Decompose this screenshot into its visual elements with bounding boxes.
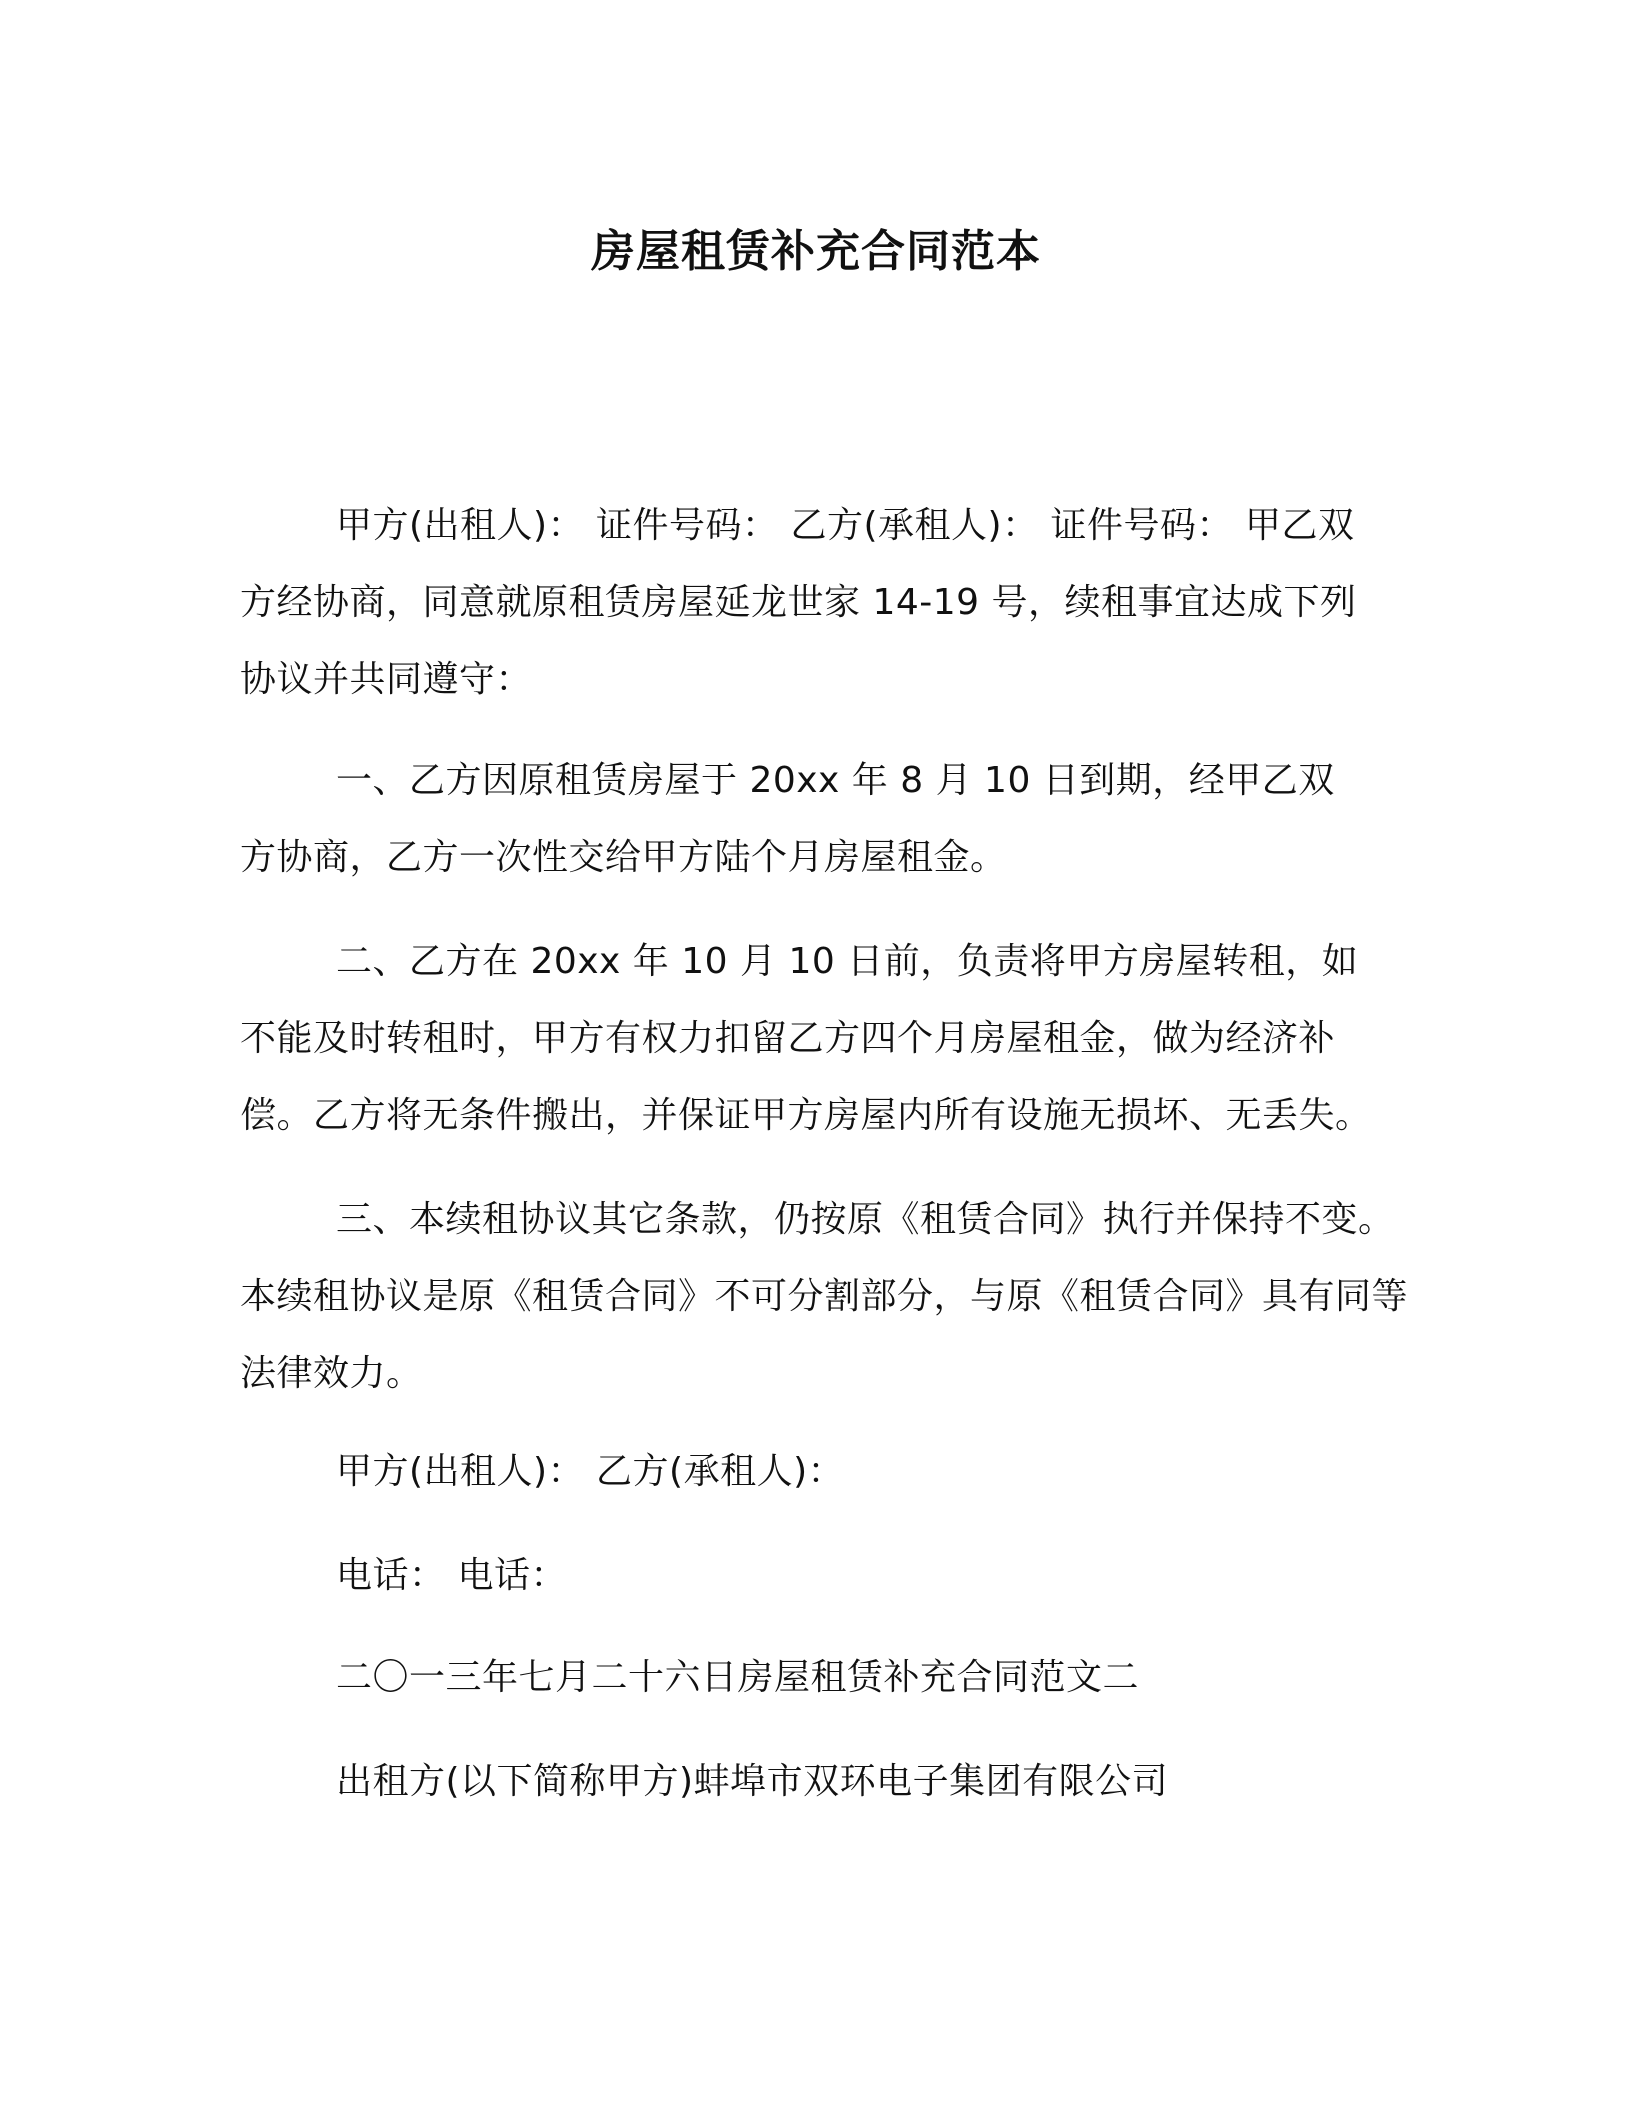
intro-paragraph: 甲方(出租人)： 证件号码： 乙方(承租人)： 证件号码： 甲乙双方经协商，同意就原租赁房屋延龙世家 14-19 号，续租事宜达成下列协议并共同遵守：	[240, 505, 1357, 700]
signature-parties-line: 甲方(出租人)： 乙方(承租人)：	[336, 1451, 845, 1492]
clause-2-paragraph: 二、乙方在 20xx 年 10 月 10 日前，负责将甲方房屋转租，如不能及时转租时，甲方有权力扣留乙方四个月房屋租金，做为经济补偿。乙方将无条件搬出，并保证甲方房屋内所有设施无损坏、无丢失。	[240, 941, 1372, 1136]
signature-phones-line: 电话： 电话：	[336, 1555, 567, 1596]
clause-3-paragraph: 三、本续租协议其它条款，仍按原《租赁合同》执行并保持不变。本续租协议是原《租赁合同》不可分割部分，与原《租赁合同》具有同等法律效力。	[240, 1199, 1409, 1394]
document-title: 房屋租赁补充合同范本	[591, 226, 1041, 277]
clause-1-paragraph: 一、乙方因原租赁房屋于 20xx 年 8 月 10 日到期，经甲乙双方协商，乙方一次性交给甲方陆个月房屋租金。	[240, 760, 1335, 878]
date-line: 二〇一三年七月二十六日房屋租赁补充合同范文二	[336, 1657, 1140, 1698]
lessor-line: 出租方(以下简称甲方)蚌埠市双环电子集团有限公司	[336, 1761, 1169, 1802]
